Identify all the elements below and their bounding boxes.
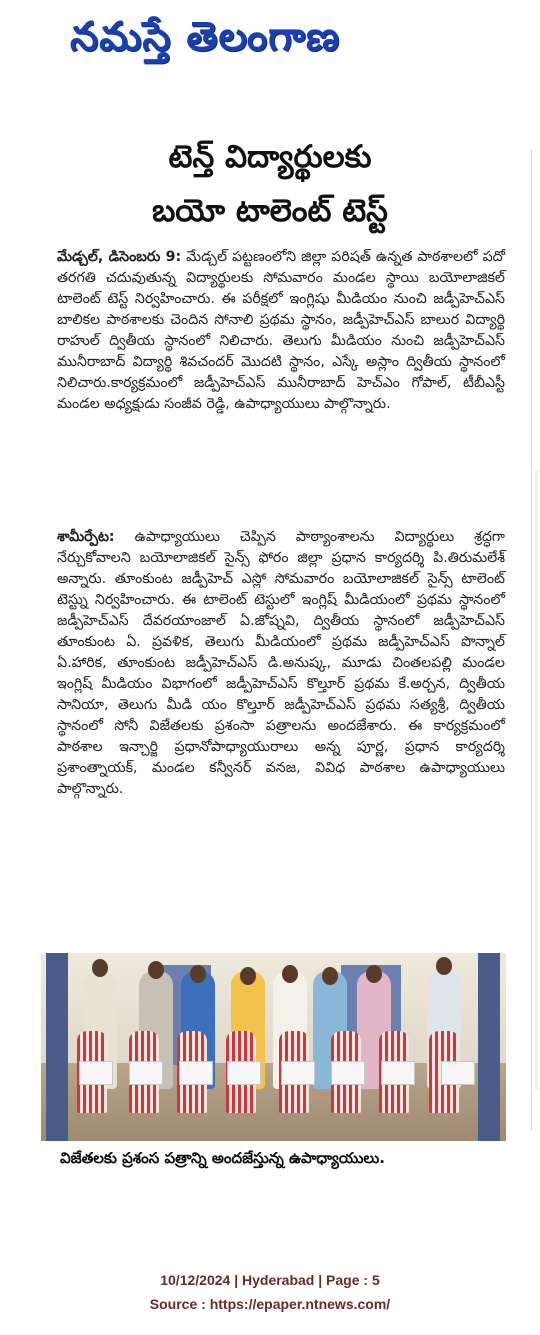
person-head <box>322 967 338 985</box>
certificate <box>129 1061 163 1085</box>
certificate <box>227 1061 261 1085</box>
paragraph-2-body: ఉపాధ్యాయులు చెప్పిన పాఠ్యాంశాలను విద్యార్థులు శ్రద్ధగా నేర్చుకోవాలని బయోలాజికల్ సైన్స్ ఫోరం జిల్లా ప్రధాన కార్యదర్శి పి.తిరుమలేశ్ అన్నారు. తూంకుంట జడ్పీహెచ్ ఎస్లో సోమవారం బయోలాజికల్ సైన్స్ టాలెంట్ టెస్ట్ను నిర్వహించారు. ఈ టాలెంట్ టెస్టులో ఇంగ్లిష్ మీడియంలో ప్రథమ స్థానంలో జడ్పీహెచ్ఎస్ దేవరయాంజాల్ ఏ.జోష్నవి, ద్వితీయ స్థానంలో జడ్పీహెచ్ఎస్ తూంకుంట ఏ. ప్రవళిక, తెలుగు మీడియంలో ప్రథమ జడ్పీహెచ్ఎస్ పొన్నాల్ ఏ.హారిక, తూంకుంట జడ్పీహెచ్ఎస్ డి.అనుష్క, మూడు చింతలపల్లి మండల ఇంగ్లిష్ మీడియం విభాగంలో జడ్పీహెచ్ఎస్ కొల్తూర్ ప్రథమ కే.అర్చన, ద్వితీయ సానియా, తెలుగు మీడి యం కొల్తూర్ జడ్పీహెచ్ఎస్ ప్రథమ సత్యశ్రీ, ద్వితీయ స్థానంలో సోనీ విజేతలకు ప్రశంసా పత్రాలను అందజేశారు. ఈ కార్యక్రమంలో పాఠశాల ఇన్చార్జి ప్రధానోపాధ్యాయురాలు అన్న పూర్ణ, ప్రధాన కార్యదర్శి ప్రశాంత్నాయక్, మండల కన్వీనర్ వనజ, వివిధ పాఠశాల ఉపాధ్యాయులు పాల్గొన్నారు. <box>57 529 505 797</box>
newspaper-masthead: నమస్తే తెలంగాణ <box>70 13 341 60</box>
certificate <box>381 1061 415 1085</box>
photo-caption: విజేతలకు ప్రశంస పత్రాన్ని అందజేస్తున్న ఉపాధ్యాయులు. <box>60 1149 385 1167</box>
footer-date-page: 10/12/2024 | Hyderabad | Page : 5 <box>160 1272 380 1288</box>
certificate <box>441 1061 475 1085</box>
certificate <box>79 1061 113 1085</box>
person-head <box>366 965 382 983</box>
news-photo <box>41 953 506 1141</box>
certificate <box>331 1061 365 1085</box>
paragraph-1-body: మేడ్చల్ పట్టణంలోని జిల్లా పరిషత్ ఉన్నత పాఠశాలలో పదో తరగతి చదువుతున్న విద్యార్థులకు సోమవారం మండల స్థాయి బయోలాజికల్ టాలెంట్ టెస్ట్ నిర్వహించారు. ఈ పరీక్షలో ఇంగ్లిషు మీడియం నుంచి జడ్పీహెచ్ఎస్ బాలికల పాఠశాలకు చెందిన సోనాలి ప్రథమ స్థానం, జడ్పీహెచ్ఎస్ బాలుర విద్యార్థి రాహుల్ ద్వితీయ స్థానంలో నిలిచారు. తెలుగు మీడియం నుంచి జడ్పీహెచ్ఎస్ మునీరాబాద్ విద్యార్థి శివచందర్ మొదటి స్థానం, ఎస్కే అస్లాం ద్వితీయ స్థానంలో నిలిచారు.కార్యక్రమంలో జడ్పీహెచ్ఎస్ మునీరాబాద్ హెచ్ఎం గోపాల్, టీబీఎస్టీ మండల అధ్యక్షుడు సంజీవ రెడ్డి, ఉపాధ్యాయులు పాల్గొన్నారు. <box>57 249 505 412</box>
certificate <box>281 1061 315 1085</box>
person-head <box>240 967 256 985</box>
footer-source: Source : https://epaper.ntnews.com/ <box>149 1296 391 1312</box>
adjacent-column-edge <box>535 470 538 1090</box>
dateline-shamirpet: శామీర్పేట: <box>57 529 115 545</box>
dateline-medchal: మేడ్చల్, డిసెంబరు 9: <box>57 249 182 265</box>
photo-pillar <box>478 953 500 1141</box>
column-divider <box>531 150 532 1130</box>
person-head <box>92 959 108 977</box>
person-head <box>282 965 298 983</box>
person-head <box>190 965 206 983</box>
photo-pillar <box>46 953 68 1141</box>
headline-line-2: బయో టాలెంట్ టెస్ట్ <box>152 193 388 229</box>
person-head <box>436 957 452 975</box>
article-paragraph-2 <box>57 527 505 800</box>
person-head <box>148 961 164 979</box>
article-paragraph-1 <box>57 247 505 415</box>
certificate <box>179 1061 213 1085</box>
headline-line-1: టెన్త్ విద్యార్థులకు <box>168 139 372 175</box>
